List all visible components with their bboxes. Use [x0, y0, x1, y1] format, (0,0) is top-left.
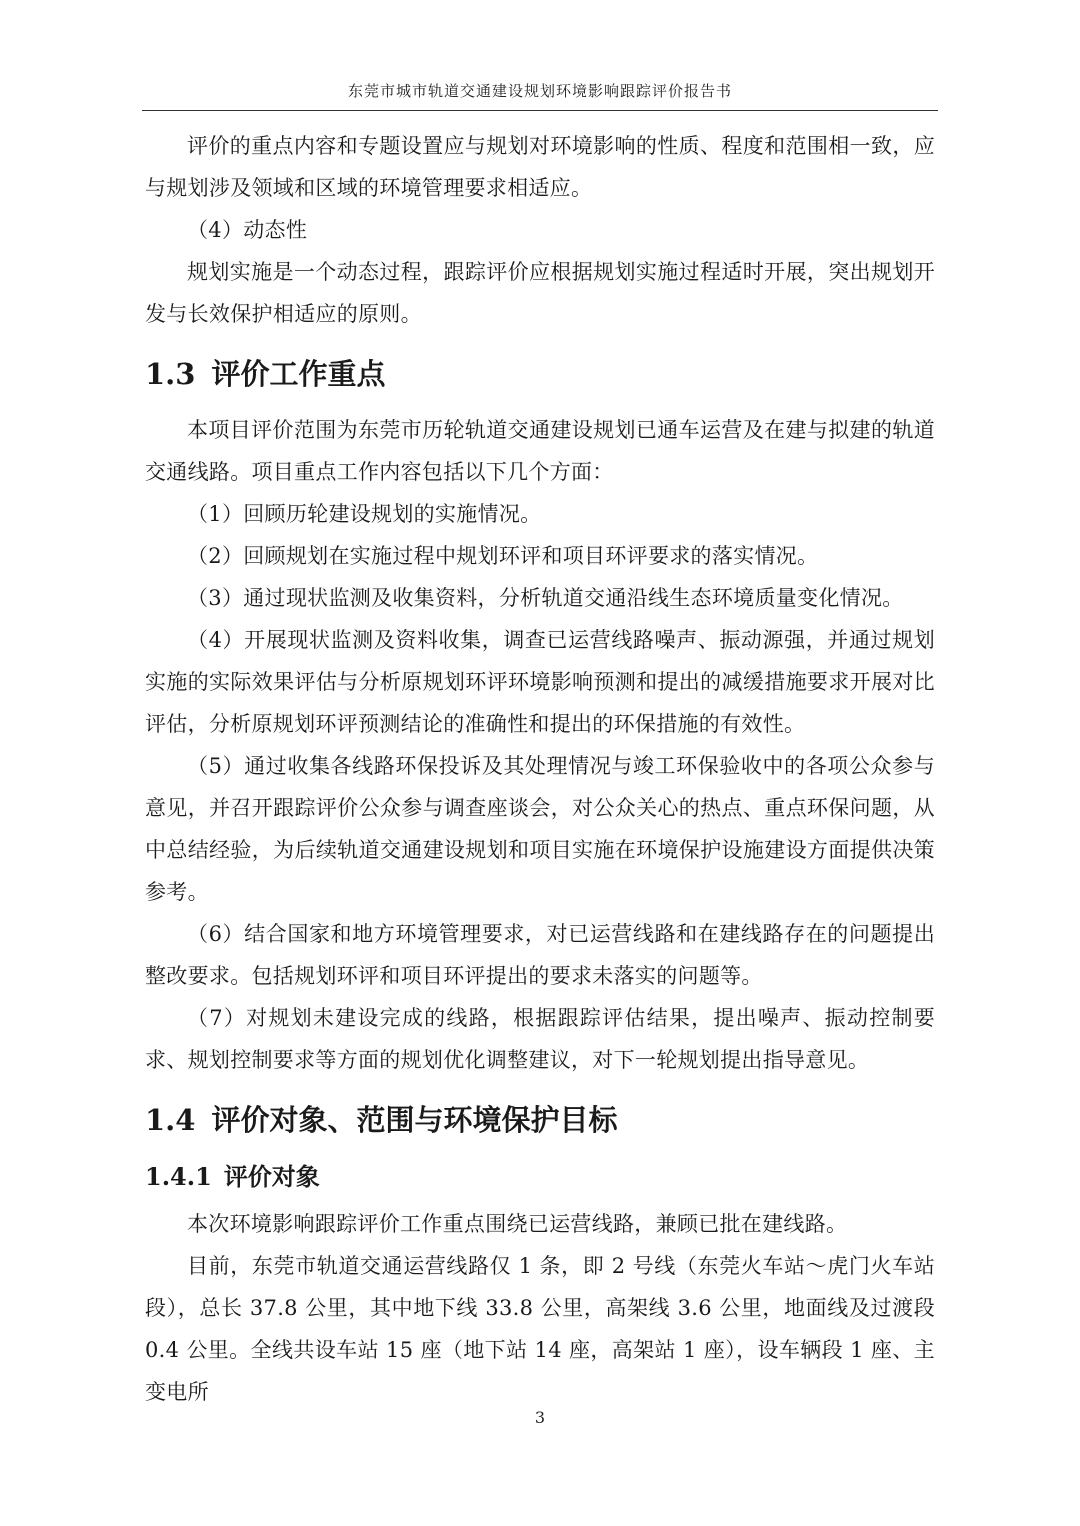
section-number: 1.4 — [145, 1103, 196, 1137]
paragraph: （4）动态性 — [187, 218, 308, 242]
section-heading-1-3 — [145, 351, 935, 397]
running-header: 东莞市城市轨道交通建设规划环境影响跟踪评价报告书 — [347, 82, 732, 100]
list-item: （2）回顾规划在实施过程中规划环评和项目环评要求的落实情况。 — [187, 544, 819, 568]
subsection-number: 1.4.1 — [145, 1162, 212, 1191]
page-number: 3 — [534, 1408, 546, 1427]
list-item: （3）通过现状监测及收集资料，分析轨道交通沿线生态环境质量变化情况。 — [187, 586, 904, 610]
subsection-title: 评价对象 — [223, 1162, 320, 1191]
list-item: （7）对规划未建设完成的线路，根据跟踪评估结果，提出噪声、振动控制要求、规划控制要求等方面的规划优化调整建议，对下一轮规划提出指导意见。 — [145, 1006, 935, 1072]
list-item: （1）回顾历轮建设规划的实施情况。 — [187, 502, 542, 526]
paragraph: 本次环境影响跟踪评价工作重点围绕已运营线路，兼顾已批在建线路。 — [187, 1212, 848, 1236]
subsection-heading-1-4-1 — [145, 1155, 935, 1199]
page-content — [145, 125, 935, 1413]
paragraph: 本项目评价范围为东莞市历轮轨道交通建设规划已通车运营及在建与拟建的轨道交通线路。项目重点工作内容包括以下几个方面： — [145, 418, 935, 484]
section-number: 1.3 — [145, 357, 196, 391]
paragraph: 规划实施是一个动态过程，跟踪评价应根据规划实施过程适时开展，突出规划开发与长效保护相适应的原则。 — [145, 260, 935, 326]
section-heading-1-4 — [145, 1097, 935, 1143]
paragraph: 评价的重点内容和专题设置应与规划对环境影响的性质、程度和范围相一致，应与规划涉及领域和区域的环境管理要求相适应。 — [145, 134, 935, 200]
paragraph: 目前，东莞市轨道交通运营线路仅 1 条，即 2 号线（东莞火车站～虎门火车站段），总长 37.8 公里，其中地下线 33.8 公里，高架线 3.6 公里，地面线及过渡段 0.4 公里。全线共设车站 15 座（地下站 14 座，高架站 1 座），设车辆段 1 座、主变电所 — [145, 1254, 935, 1404]
list-item: （5）通过收集各线路环保投诉及其处理情况与竣工环保验收中的各项公众参与意见，并召开跟踪评价公众参与调查座谈会，对公众关心的热点、重点环保问题，从中总结经验，为后续轨道交通建设规划和项目实施在环境保护设施建设方面提供决策参考。 — [145, 754, 935, 904]
list-item: （4）开展现状监测及资料收集，调查已运营线路噪声、振动源强，并通过规划实施的实际效果评估与分析原规划环评环境影响预测和提出的减缓措施要求开展对比评估，分析原规划环评预测结论的准确性和提出的环保措施的有效性。 — [145, 628, 935, 736]
section-title: 评价工作重点 — [211, 357, 386, 391]
list-item: （6）结合国家和地方环境管理要求，对已运营线路和在建线路存在的问题提出整改要求。包括规划环评和项目环评提出的要求未落实的问题等。 — [145, 922, 935, 988]
header-rule — [142, 110, 938, 111]
section-title: 评价对象、范围与环境保护目标 — [211, 1103, 618, 1137]
